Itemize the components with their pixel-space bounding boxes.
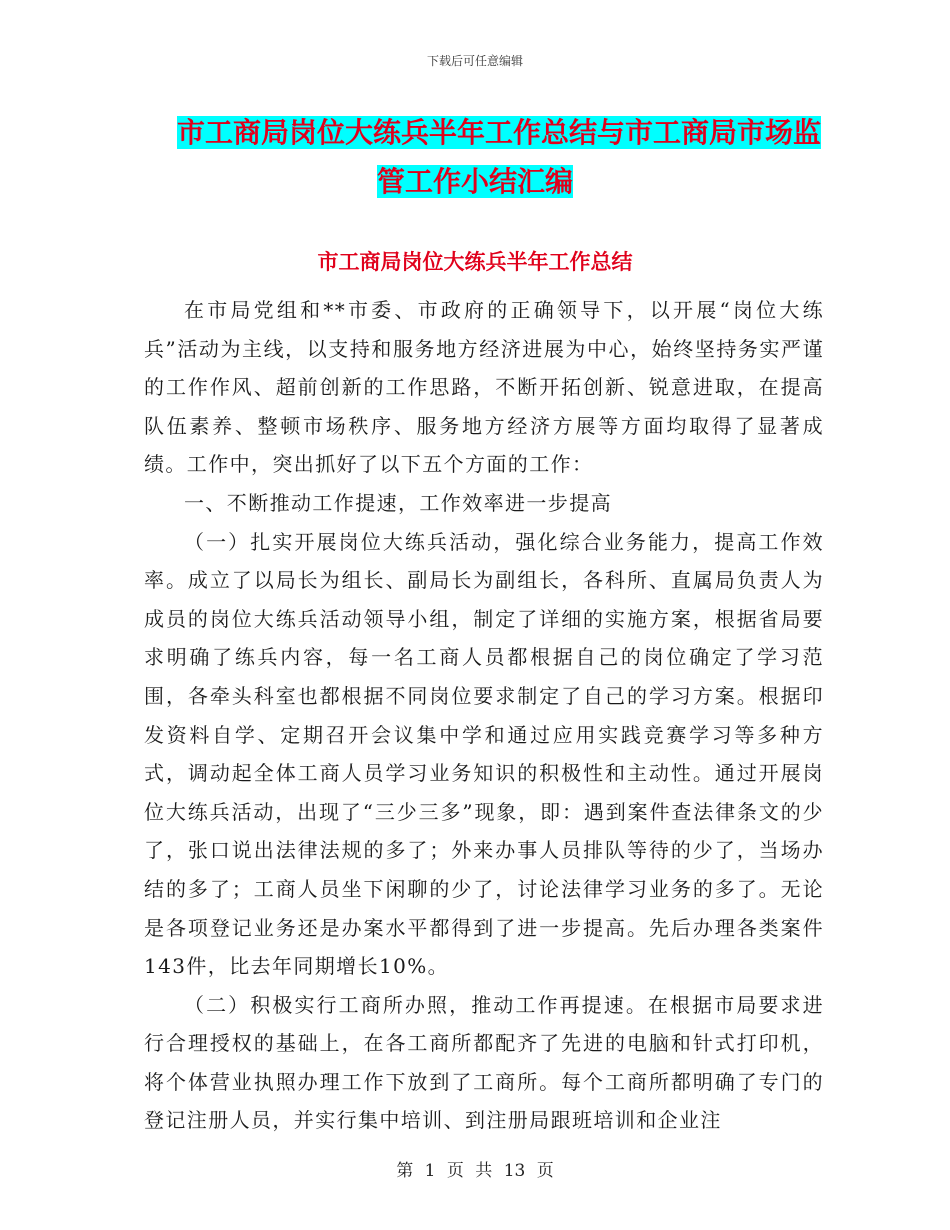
paragraph-item-2: （二）积极实行工商所办照，推动工作再提速。在根据市局要求进行合理授权的基础上，在各工商所都配齐了先进的电脑和针式打印机，将个体营业执照办理工作下放到了工商所。每个工商所都明确了专门的登记注册人员，并实行集中培训、到注册局跟班培训和企业注 (144, 992, 824, 1133)
page-header-note: 下载后可任意编辑 (426, 54, 523, 68)
document-title-line-2: 管工作小结汇编 (376, 165, 573, 198)
document-body (144, 291, 824, 1140)
section-title: 市工商局岗位大练兵半年工作总结 (317, 249, 633, 274)
paragraph-item-1: （一）扎实开展岗位大练兵活动，强化综合业务能力，提高工作效率。成立了以局长为组长、副局长为副组长，各科所、直属局负责人为成员的岗位大练兵活动领导小组，制定了详细的实施方案，根据省局要求明确了练兵内容，每一名工商人员都根据自己的岗位确定了学习范围，各牵头科室也都根据不同岗位要求制定了自己的学习方案。根据印发资料自学、定期召开会议集中学和通过应用实践竞赛学习等多种方式，调动起全体工商人员学习业务知识的积极性和主动性。通过开展岗位大练兵活动，出现了“三少三多”现象，即：遇到案件查法律条文的少了，张口说出法律法规的多了；外来办事人员排队等待的少了，当场办结的多了；工商人员坐下闲聊的少了，讨论法律学习业务的多了。无论是各项登记业务还是办案水平都得到了进一步提高。先后办理各类案件143件，比去年同期增长10%。 (144, 529, 824, 979)
heading-section-1: 一、不断推动工作提速，工作效率进一步提高 (184, 490, 612, 515)
page-number-footer: 第 1 页 共 13 页 (396, 1161, 554, 1181)
document-title (0, 108, 950, 206)
paragraph-intro: 在市局党组和**市委、市政府的正确领导下，以开展“岗位大练兵”活动为主线，以支持和服务地方经济进展为中心，始终坚持务实严谨的工作作风、超前创新的工作思路，不断开拓创新、锐意进取，在提高队伍素养、整顿市场秩序、服务地方经济方展等方面均取得了显著成绩。工作中，突出抓好了以下五个方面的工作： (144, 298, 824, 477)
document-title-line-1: 市工商局岗位大练兵半年工作总结与市工商局市场监 (176, 116, 821, 149)
